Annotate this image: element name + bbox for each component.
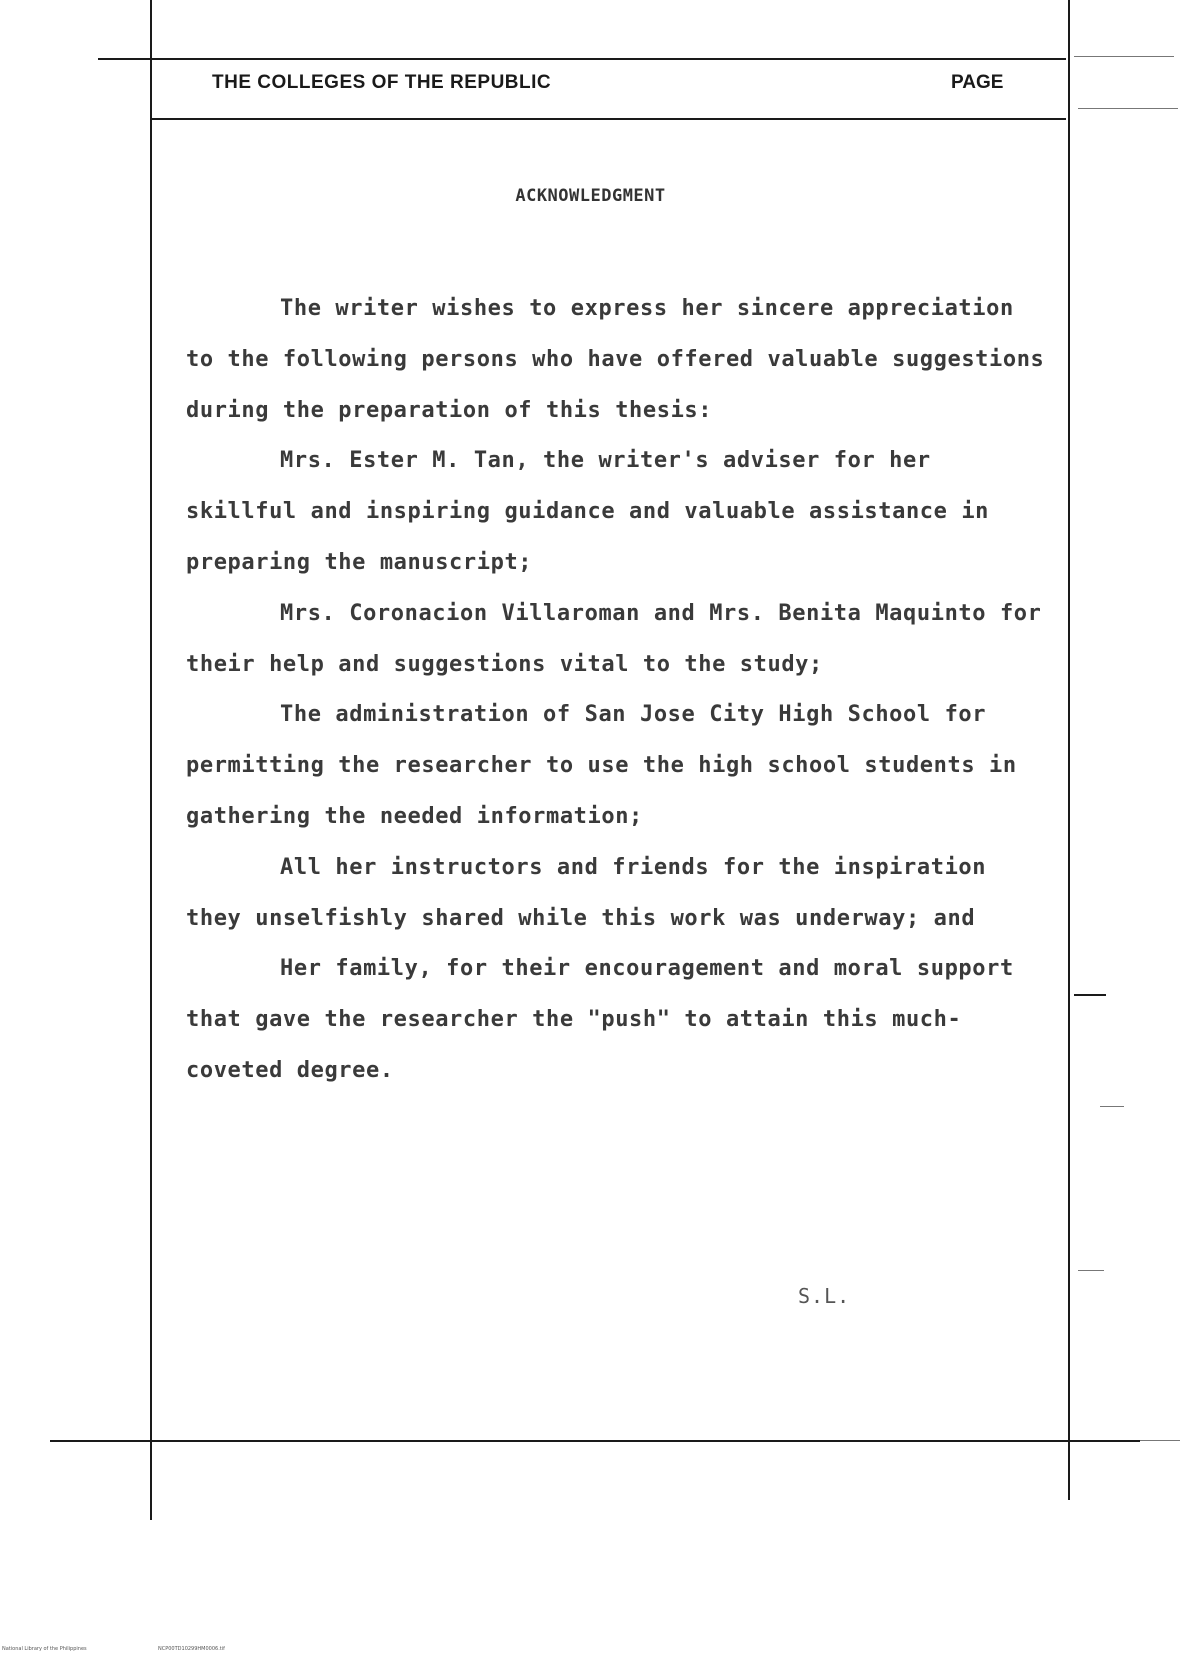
acknowledgment-body [186,284,1046,1097]
right-margin-tick-3 [1100,1106,1124,1107]
page-label: PAGE [951,72,1004,93]
source-note: National Library of the Philippines [2,1646,87,1652]
bottom-rule [50,1440,1140,1442]
paragraph-adviser: Mrs. Ester M. Tan, the writer's adviser for her skillful and inspiring guidance and valuable assistance in preparing the manuscript; [186,448,990,575]
top-rule [98,58,1066,60]
bottom-rule-extension [1140,1440,1180,1441]
paragraph-intro: The writer wishes to express her sincere appreciation to the following persons who have offered valuable suggestions during the preparation of this thesis: [186,296,1045,423]
paragraph-colleagues: Mrs. Coronacion Villaroman and Mrs. Benita Maquinto for their help and suggestions vital to the study; [186,600,1042,677]
header-underline-extension [1078,108,1178,109]
institution-header: THE COLLEGES OF THE REPUBLIC [212,72,552,93]
right-margin-tick-2 [1078,1270,1104,1271]
signature-initials: S.L. [798,1284,851,1308]
paragraph-family: Her family, for their encouragement and moral support that gave the researcher the "push" to attain this much-coveted degree. [186,956,1014,1083]
right-margin-line [1068,0,1070,1500]
right-margin-tick-1 [1074,994,1106,996]
left-margin-line [150,0,152,1520]
header-underline [150,118,1066,120]
file-code: NCP00TD10299HM0006.tif [158,1646,225,1652]
paragraph-administration: The administration of San Jose City High School for permitting the researcher to use the high school students in gathering the needed information; [186,702,1017,829]
paragraph-instructors: All her instructors and friends for the inspiration they unselfishly shared while this work was underway; and [186,854,987,931]
document-title: ACKNOWLEDGMENT [515,186,666,206]
top-rule-extension [1074,56,1174,57]
